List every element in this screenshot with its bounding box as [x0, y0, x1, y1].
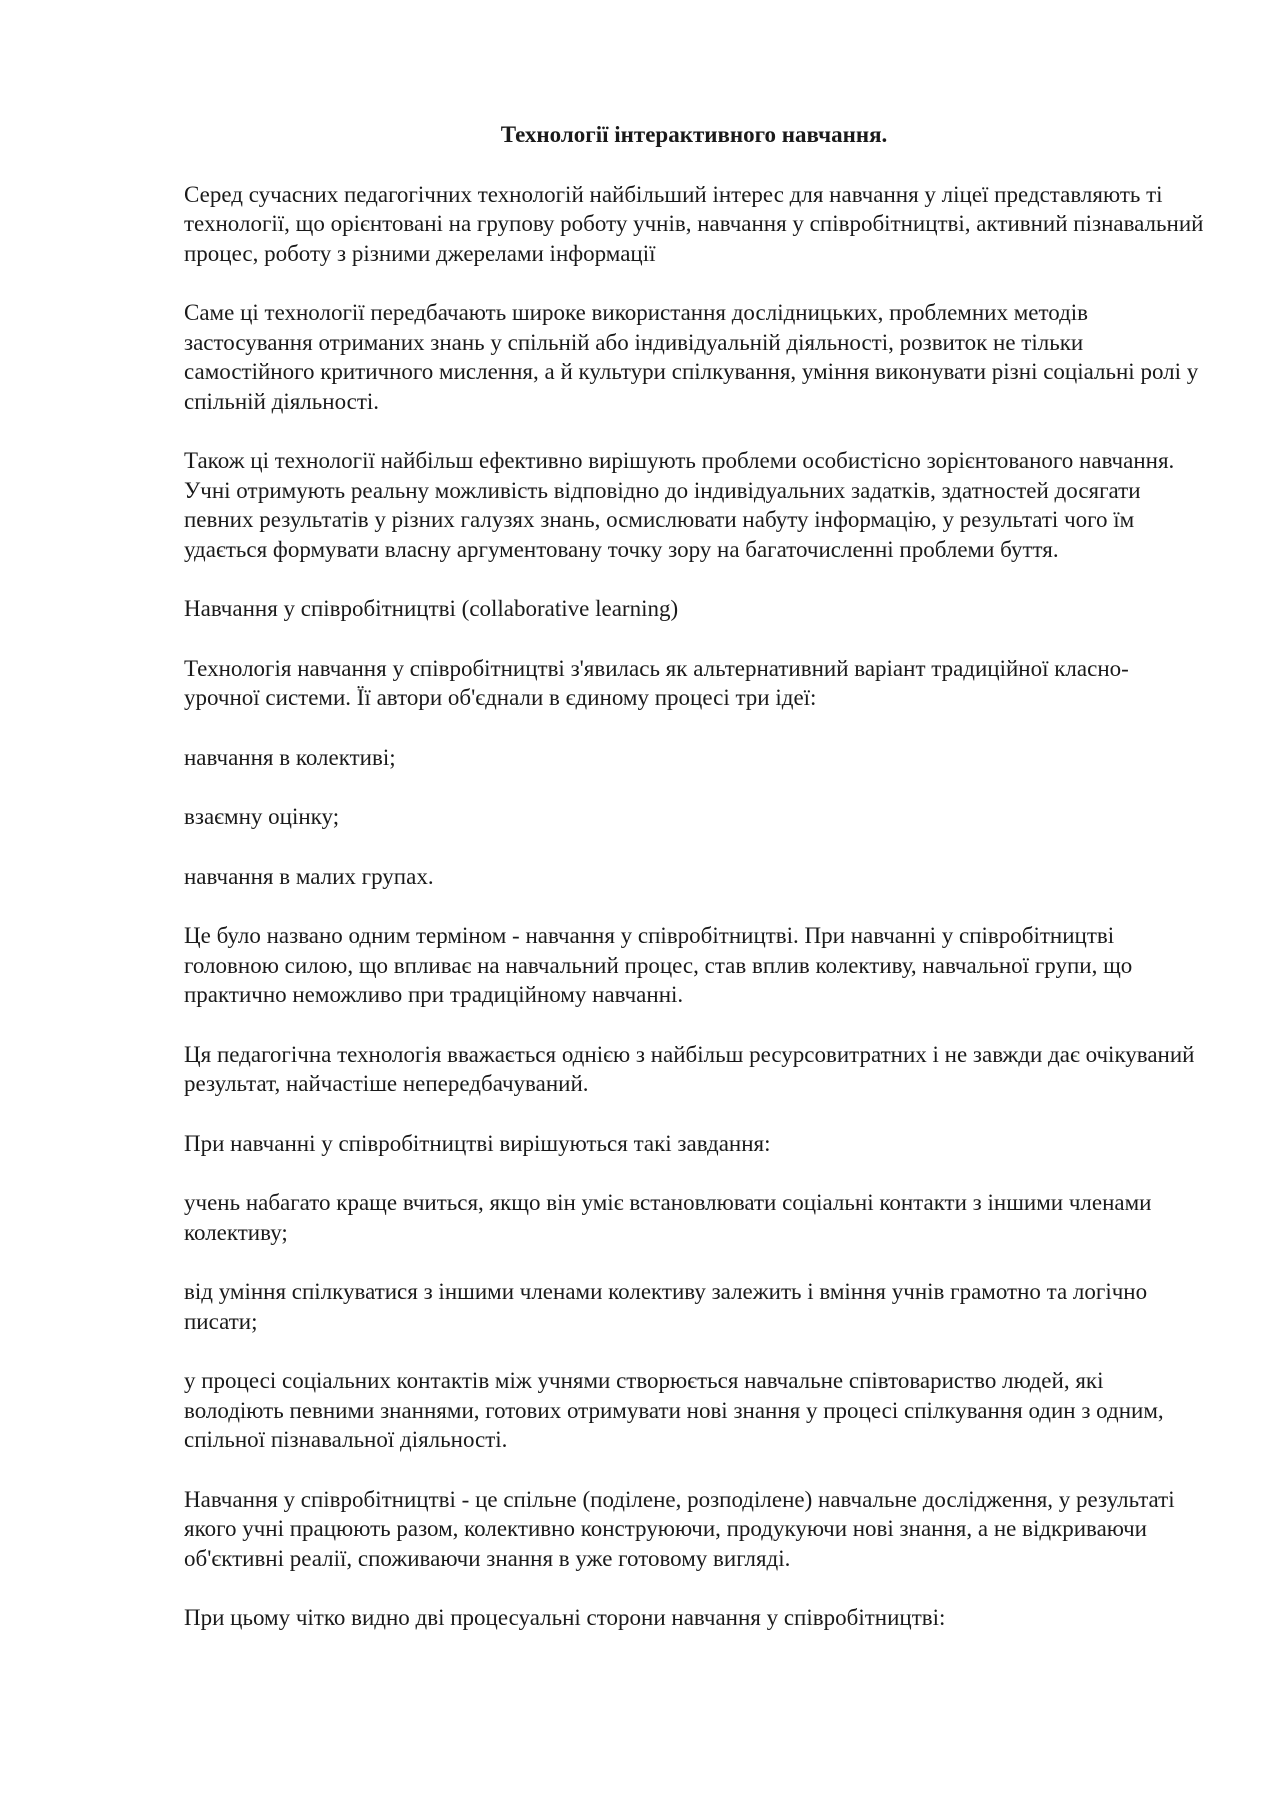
- paragraph: При цьому чітко видно дві процесуальні сторони навчання у співробітництві:: [184, 1605, 946, 1630]
- list-item: учень набагато краще вчиться, якщо він уміє встановлювати соціальні контакти з іншими членами колективу;: [184, 1190, 1152, 1245]
- paragraph: Технологія навчання у співробітництві з'явилась як альтернативний варіант традиційної класно-урочної системи. Її автори об'єднали в єдиному процесі три ідеї:: [184, 655, 1129, 710]
- paragraph: Ця педагогічна технологія вважається однією з найбільш ресурсовитратних і не завжди дає очікуваний результат, найчастіше непередбачуваний.: [184, 1041, 1195, 1096]
- paragraph: Також ці технології найбільш ефективно вирішують проблеми особистісно зорієнтованого навчання. Учні отримують реальну можливість відповідно до індивідуальних задатків, здатностей досягати певних результатів у різних галузях знань, осмислювати набуту інформацію, у результаті чого їм удається формувати власну аргументовану точку зору на багаточисленні проблеми буття.: [184, 448, 1175, 562]
- list-item: взаємну оцінку;: [184, 804, 340, 829]
- paragraph: Саме ці технології передбачають широке використання дослідницьких, проблемних методів застосування отриманих знань у спільній або індивідуальній діяльності, розвиток не тільки самостійного критичного мислення, а й культури спілкування, уміння виконувати різні соціальні ролі у спільній діяльності.: [184, 300, 1199, 414]
- document-title: Технології інтерактивного навчання.: [500, 122, 888, 147]
- paragraph: При навчанні у співробітництві вирішуються такі завдання:: [184, 1130, 771, 1156]
- paragraph: Навчання у співробітництві (collaborative learning): [184, 596, 679, 621]
- paragraph: Серед сучасних педагогічних технологій найбільший інтерес для навчання у ліцеї представляють ті технології, що орієнтовані на групову роботу учнів, навчання у співробітництві, активний пізнавальний процес, роботу з різними джерелами інформації: [184, 181, 1204, 266]
- list-item: навчання в колективі;: [184, 744, 396, 770]
- list-item: від уміння спілкуватися з іншими членами колективу залежить і вміння учнів грамотно та логічно писати;: [184, 1279, 1148, 1334]
- list-item: у процесі соціальних контактів між учнями створюється навчальне співтовариство людей, які володіють певними знаннями, готових отримувати нові знання у процесі спілкування один з одним, спільної пізнавальної діяльності.: [184, 1368, 1164, 1452]
- paragraph: Це було названо одним терміном - навчання у співробітництві. При навчанні у співробітництві головною силою, що впливає на навчальний процес, став вплив колективу, навчальної групи, що практично неможливо при традиційному навчанні.: [184, 923, 1133, 1007]
- paragraph: Навчання у співробітництві - це спільне (поділене, розподілене) навчальне дослідження, у результаті якого учні працюють разом, колективно конструюючи, продукуючи нові знання, а не відкриваючи об'єктивні реалії, споживаючи знання в уже готовому вигляді.: [184, 1486, 1175, 1571]
- list-item: навчання в малих групах.: [184, 863, 434, 889]
- document-body: [184, 120, 1204, 1663]
